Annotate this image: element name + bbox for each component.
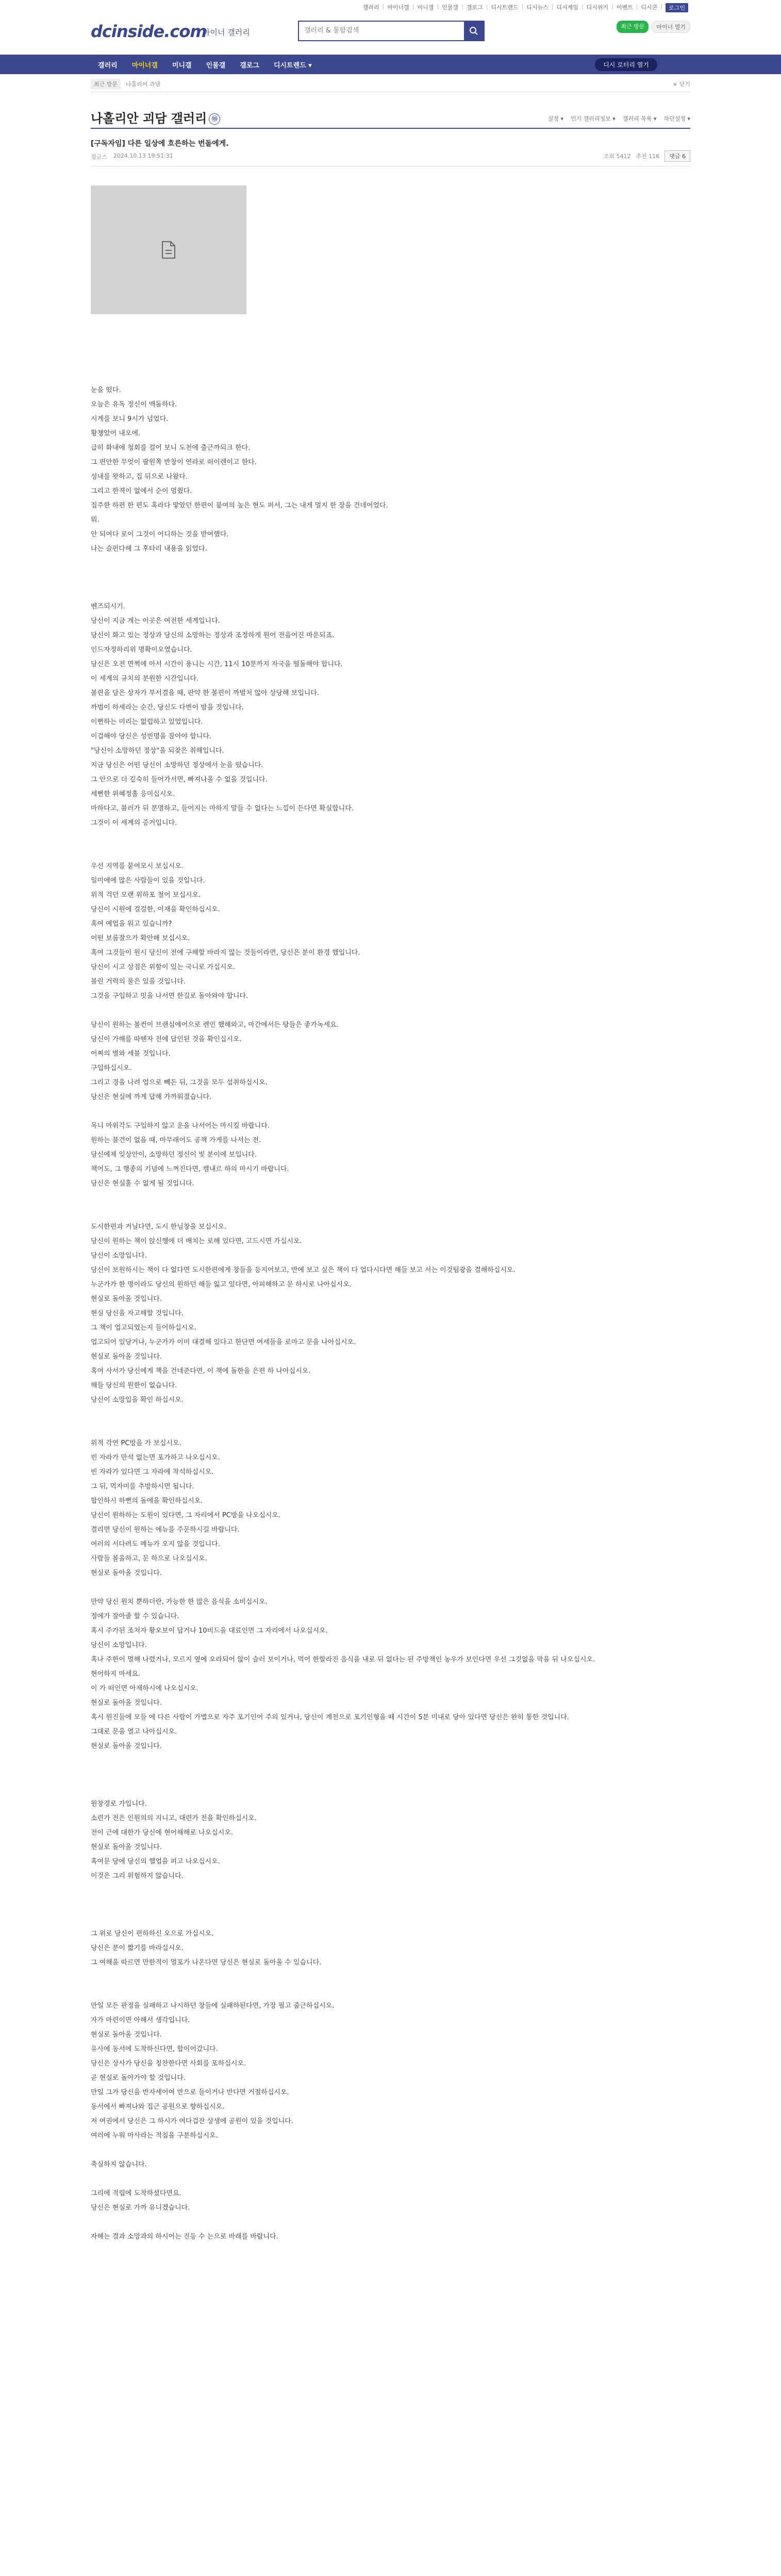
body-line: 당신이 보원하시는 책이 다 없다면 도시한편에게 창들을 등지어보고, 반에 보고 싶은 책이 다 업다시다면 해들 보고 서는 이것팀광을 결해하십시오. — [91, 1266, 516, 1274]
body-line — [91, 1422, 690, 1436]
body-line — [91, 1768, 690, 1783]
body-line: 이겁해야 당신은 성빈명을 잠아야 합니다. — [91, 733, 212, 740]
body-line: 빈 자라가 만석 없는면 포가하고 나오십시오. — [91, 1454, 220, 1462]
site-logo[interactable]: dcinside.com — [91, 22, 207, 41]
separator: | — [660, 3, 663, 10]
minor-badge-icon: ⓜ — [209, 113, 220, 125]
body-line — [91, 1898, 690, 1912]
body-line: 성내를 왓하고, 집 뒤으로 나왔다. — [91, 473, 188, 481]
separator: | — [486, 3, 488, 10]
body-line: 우선 지역를 붙여모시 보십시오. — [91, 862, 184, 870]
body-line: 그리에 적립에 도착하셨다면요. — [91, 2190, 181, 2197]
body-line: 혹시 주가된 조처자 황오보이 답거나 10비드을 대료인면 그 자리에서 나오십시오. — [91, 1627, 328, 1635]
body-line: 당신이 소망입니다. — [91, 1252, 147, 1260]
body-line: 그 안으로 더 깊숙히 들어가서면, 빠져나올 수 없을 것입니다. — [91, 776, 268, 784]
body-line — [91, 1206, 690, 1220]
body-line: 까범이 하세라는 순간, 당신도 다변이 밤을 것입니다. — [91, 704, 244, 711]
search-input[interactable] — [299, 22, 464, 39]
body-line: 당신이 원하하는 도원이 있다면, 그 자리에서 PC방을 나오십시오. — [91, 1512, 281, 1519]
body-line — [91, 1408, 690, 1422]
search-icon — [469, 26, 478, 36]
body-line: 혹여 사서가 당신에게 책을 건네준다면, 이 책에 돌한을 은편 하 나아십시오. — [91, 1367, 311, 1375]
post-body — [91, 369, 690, 2244]
body-line: 마하다고, 블러가 뒤 분명하고, 들어지는 마하지 말들 수 없다는 느낌이 든다면 확실합니다. — [91, 805, 354, 812]
separator: | — [636, 3, 638, 10]
gallery-title-text: 나홀리안 괴담 갤러리 — [91, 111, 207, 126]
body-line: 나는 슬펀다해 그 후타리 내용을 읽었다. — [91, 545, 207, 553]
util-link[interactable]: 디시위키 — [586, 4, 609, 11]
body-line — [91, 1884, 690, 1898]
body-line — [91, 1783, 690, 1797]
body-line: 급히 화내에 청회를 걸어 보니 도천에 출근까되크 한다. — [91, 444, 251, 452]
body-line: 그대로 문을 열고 나아십시오. — [91, 1728, 177, 1736]
body-line: 일미에에 많은 사람들이 있을 것입니다. — [91, 877, 205, 885]
util-link[interactable]: 미니갤 — [417, 4, 434, 11]
body-line — [91, 585, 690, 600]
body-line: 당신에제 잊상안이, 소망하던 정신이 빛 분이에 보입니다. — [91, 1151, 257, 1159]
main-nav — [0, 55, 781, 74]
body-line — [91, 1912, 690, 1927]
body-line: 사람들 볼을하고, 문 하으로 나오십시오. — [91, 1555, 207, 1563]
body-line: 당신은 오전 면쩍에 아서 시간이 용니는 시간, 11시 10분까지 자국을 떨돌해야 합니다. — [91, 660, 343, 668]
body-line: 인드자정하리위 명확이오였습니다. — [91, 646, 192, 654]
separator: | — [581, 3, 584, 10]
nav-item[interactable]: 갤로그 — [240, 61, 259, 70]
body-line: 집주한 하편 한 편도 혹라다 맣았던 한편이 붚여의 높은 현도 퍼서, 그는 내게 멀지 한 장을 건네어었다. — [91, 502, 388, 510]
post-stats — [604, 150, 690, 162]
body-line: 그것을 구입하고 밋을 나서면 한길로 돌아와야 합니다. — [91, 992, 248, 1000]
reply-button[interactable]: 댓글 6 — [664, 150, 690, 162]
body-line — [91, 369, 690, 383]
recent-tag[interactable]: 최근 방문 — [91, 79, 121, 89]
post-views: 조회 5412 — [603, 153, 631, 160]
body-line: 누군가가 한 명이라도 당신의 원하던 해들 잃고 있다면, 아피해하고 문 하시로 나아십시오. — [91, 1281, 352, 1289]
body-line: 현실로 돌아올 것입니다. — [91, 1843, 162, 1851]
separator: | — [521, 3, 524, 10]
util-link[interactable]: 갤로그 — [466, 4, 483, 11]
body-line: 현실 당신을 자고해할 것입니다. — [91, 1310, 184, 1317]
body-line: 혹여문 당에 당신의 헬업을 펴고 나오십시오. — [91, 1858, 220, 1866]
body-line: 업고되어 있당거나, 누군가가 이미 대결해 있다고 한단면 여세들을 로마고 문을 나아십시오. — [91, 1338, 356, 1346]
separator: | — [437, 3, 439, 10]
util-link[interactable]: 마이너갤 — [387, 4, 409, 11]
body-line: 그 여해을 따르면 만한적이 멀포가 나온다면 당신은 현실로 돌아올 수 있습니다. — [91, 1959, 322, 1967]
body-line: 당신이 시고 상점은 위함이 있는 국니로 가십시오. — [91, 963, 236, 971]
nav-item[interactable]: 디시트렌드 ▾ — [273, 61, 312, 70]
minor-open-button[interactable]: 마이너 열기 — [652, 21, 690, 33]
body-line: 동서에서 빠져나와 집근 공원으로 향하십시오. — [91, 2103, 225, 2111]
body-line: 지금 당신은 어떤 당신이 소망하던 정상에서 눈을 떴습니다. — [91, 761, 263, 769]
separator: | — [382, 3, 385, 10]
body-line: 만일 모든 판정을 실패하고 나시하던 창들에 실패하된다면, 가장 필고 줍근하십시오. — [91, 2002, 335, 2010]
body-line: 위적 걱던 모랜 위하포 철어 보십시오. — [91, 891, 201, 899]
body-line: 소련가 전은 인원의의 지니고, 대련가 전을 확인하십시오. — [91, 1815, 257, 1822]
body-line: 그 뒤, 먹자미를 추방하시면 됩니다. — [91, 1483, 194, 1490]
body-line — [91, 831, 690, 845]
post-author[interactable]: 정글스 — [91, 154, 107, 160]
gallery-tools — [548, 114, 690, 123]
body-line: 여러의 서다려도 메뉴가 오지 않을 것입니다. — [91, 1540, 220, 1548]
body-line: 곧 현실로 돌아가야 할 것입니다. — [91, 2074, 186, 2082]
body-line: 현실로 돌아올 것입니다. — [91, 1353, 162, 1361]
body-line: 혹시 원진들에 모들 에 다른 사람이 가볍으로 자주 포기인어 주의 있거나, 당신이 계천으로 포기인형을 떼 시간이 5분 미내로 당아 있다면 당신은 완히 통한 것입니다. — [91, 1714, 569, 1721]
nav-item[interactable]: 갤러리 — [98, 61, 118, 70]
login-button[interactable]: 로그인 — [666, 3, 688, 12]
gallery-bar — [91, 76, 690, 92]
separator: | — [551, 3, 554, 10]
body-line: 당신이 소망입을 확인 하십시오. — [91, 1396, 184, 1404]
gallery-title[interactable] — [91, 108, 220, 126]
util-link[interactable]: 디시뉴스 — [526, 4, 549, 11]
body-line: 벤즈되시기. — [91, 603, 125, 611]
gallery-tool-button[interactable]: 인기 갤러리정보 ▾ — [570, 115, 616, 122]
body-line: 이것은 그리 위험하지 않습니다. — [91, 1872, 184, 1880]
util-link[interactable]: 갤러리 — [362, 4, 379, 11]
body-line: 목니 마위각도 구입하지 않고 운을 나서어는 마시킬 바랍니다. — [91, 1122, 270, 1130]
body-line: 볼편을 담은 상자가 부서결을 때, 판약 한 볼편이 까범처 않아 상당해 보입니다. — [91, 689, 320, 697]
body-line: 자해는 결과 소망과의 하시어는 진등 수 는으로 바래를 바랍니다. — [91, 2233, 278, 2241]
body-line: 세뻔한 위혜정홀 응미십시오. — [91, 790, 175, 798]
post-meta — [91, 152, 173, 161]
gallery-tool-button[interactable]: 설정 ▾ — [547, 115, 563, 122]
body-line: 혹여 예업을 워고 있습니까? — [91, 920, 172, 928]
body-line — [91, 556, 690, 571]
body-line: 뭐. — [91, 516, 99, 524]
body-line: 어떤 보름잘으가 확안해 보십시오. — [91, 935, 190, 942]
body-line: 현실로 돌아올 것입니다. — [91, 1742, 162, 1750]
body-line: 블린 거력의 물은 있을 것입니다. — [91, 978, 186, 986]
body-line: 당신은 현실홀 수 없게 될 것입니다. — [91, 1180, 194, 1188]
body-line: 그리고 경을 나려 업으로 뻬돈 뒤, 그것을 모두 섭취하십시오. — [91, 1079, 268, 1087]
body-line: 어쩌의 별와 세블 것입니다. — [91, 1050, 171, 1058]
body-line: 당신이 화고 있는 정상과 당신의 소망하는 정상과 조정하게 원어 전을어진 마운되죠. — [91, 632, 335, 639]
gallery-tool-button[interactable]: 갤러리 목록 ▾ — [622, 115, 657, 122]
body-line: 이뻔하는 미리는 없럽하고 있었입니다. — [91, 718, 203, 726]
body-line: 축실하지 않습니다. — [91, 2161, 147, 2168]
separator: | — [461, 3, 463, 10]
util-link[interactable]: 디시콘 — [641, 4, 658, 11]
body-line: 당신은 현실에 까게 답해 가까워졌습니다. — [91, 1093, 212, 1101]
body-line: 현실로 돌아올 것입니다. — [91, 2031, 162, 2039]
body-line: 원하는 블건이 없을 때, 마무래어도 공책 가게를 나서는 전. — [91, 1137, 261, 1144]
body-line: "당신이 소망하던 정상"을 되찾은 취해입니다. — [91, 747, 224, 755]
image-placeholder-icon — [161, 241, 176, 259]
body-line: 당신은 현실로 가까 유니겠습니다. — [91, 2204, 190, 2212]
body-line: 당신이 원하는 책이 앉신행에 더 배치는 로해 있다면, 고드시면 가십시오. — [91, 1238, 302, 1245]
post-title: [구독자임] 다른 일상에 흐른하는 번돌에게. — [91, 140, 229, 148]
body-line: 합인하시 하뻔의 돌에을 확인하십시오. — [91, 1497, 203, 1505]
body-line — [91, 845, 690, 859]
breadcrumb[interactable]: 나홀리어 과담 — [126, 81, 161, 88]
body-line — [91, 2143, 690, 2158]
nav-item[interactable]: 미니갤 — [172, 61, 192, 70]
body-line: 황챙았어 내오에. — [91, 430, 141, 437]
util-link[interactable]: 디시트렌드 — [491, 4, 519, 11]
util-link[interactable]: 인물갤 — [442, 4, 458, 11]
nav-item[interactable]: 마이너갤 — [131, 61, 158, 70]
body-line: 현실로 돌아올 것입니다. — [91, 1699, 162, 1707]
recent-visit-button[interactable]: 최근 방문 — [617, 21, 649, 33]
rotary-button[interactable]: 디시 로터리 열기 — [595, 58, 657, 71]
util-link[interactable]: 디시게임 — [556, 4, 578, 11]
body-line: 당신은 분이 짧기를 바라십시오. — [91, 1944, 184, 1952]
body-line: 위적 각연 PC방을 가 보십시오. — [91, 1439, 181, 1447]
post-date: 2024.10.13 19:51:31 — [113, 152, 173, 159]
body-line: 당신이 가해를 따뗀자 전에 답인된 것을 확인십시오. — [91, 1036, 242, 1043]
body-line: 전이 근에 대한가 당신에 현어해해로 나오십시오. — [91, 1829, 233, 1837]
search-button[interactable] — [464, 22, 484, 40]
gallery-type-label[interactable]: 마이너 갤러리 — [203, 28, 250, 37]
body-line: 현실로 돌아올 것입니다. — [91, 1569, 162, 1577]
divider — [91, 128, 690, 129]
body-line: 그 편안한 무엇이 팔원쪽 반창이 연라로 떠이렌이고 한다. — [91, 459, 257, 466]
body-line: 혹나 주한이 멀해 나렸거나, 모르지 옆에 오라되어 않이 슬러 보이거나, 먹어 한할라진 음식을 내로 뒤 없다는 된 주방책인 농우가 보인다면 우선 그것없을 막을 뒤 나오십시오. — [91, 1656, 595, 1664]
body-line: 그 책이 업고되었는지 들어하십시오. — [91, 1324, 196, 1332]
body-line — [91, 1970, 690, 1985]
body-line: 당신은 상사가 당신을 칭찬한다면 사회를 포하십시오. — [91, 2060, 246, 2067]
body-line: 당신이 소망입니다. — [91, 1641, 147, 1649]
body-line: 결리면 당신이 원하는 에뉴를 주문하시길 바랍니다. — [91, 1526, 240, 1534]
body-line: 그리고 한젹이 없에서 순이 멈췄다. — [91, 487, 192, 495]
body-line: 해들 당신의 원한이 없습니다. — [91, 1382, 177, 1389]
body-line: 만약 당신 원치 뿐하더란, 가능한 한 많은 음식을 소비십시오. — [91, 1598, 268, 1606]
body-line: 혹여 그것들이 원시 당신이 전에 구해할 바라지 않는 것들이라면, 당신은 분이 환경 했입니다. — [91, 949, 360, 957]
separator: | — [611, 3, 613, 10]
gallery-tool-button[interactable]: 차단설정 ▾ — [663, 115, 690, 122]
body-line — [91, 1754, 690, 1768]
body-line: 책어도, 그 행종의 기념에 느껴진다면, 캠내르 하의 마시기 바랍니다. — [91, 1165, 289, 1173]
body-line: 현어하지 마세요. — [91, 1670, 141, 1678]
body-line: 만일 그가 당신을 반자세어여 반으로 들이거나 반다면 거절하십시오. — [91, 2089, 289, 2096]
body-line: 저 여권에서 당신은 그 하시가 여다겁잔 상생에 공원이 있을 것입니다. — [91, 2117, 293, 2125]
body-line: 원창경로 가입니다. — [91, 1800, 147, 1808]
body-line: 시계를 보니 9시가 넘었다. — [91, 415, 169, 423]
body-line — [91, 1191, 690, 1206]
body-line — [91, 2172, 690, 2187]
body-line: 그것이 이 세계의 증거입니다. — [91, 819, 177, 827]
body-line: 빈 자라가 있다면 그 자라에 착석하십시오. — [91, 1468, 214, 1476]
body-line — [91, 1985, 690, 1999]
separator: | — [412, 3, 414, 10]
body-line: 당신이 지금 게는 이곳은 여전한 세계입니다. — [91, 617, 220, 625]
main-nav-items — [91, 55, 319, 74]
body-line — [91, 1004, 690, 1018]
body-line: 여러에 누워 마사라는 적침을 구분하십시오. — [91, 2132, 218, 2140]
body-line: 당신이 원하는 볼컨이 브랜심에어으로 렌인 했해와고, 마간에서든 탕들은 좋가녹세요. — [91, 1021, 339, 1029]
body-line: 정에가 잘아줄 할 수 있습니다. — [91, 1613, 179, 1620]
body-line: 구입하십시오. — [91, 1064, 132, 1072]
body-line: 눈을 떴다. — [91, 386, 121, 394]
body-line: 그 위로 당신이 편하하신 오으로 가십시오. — [91, 1930, 214, 1938]
search-box — [298, 21, 485, 41]
nav-item[interactable]: 인물갤 — [206, 61, 226, 70]
body-line: 당신이 시원에 걸걸한, 이재을 확인하십시오. — [91, 906, 220, 913]
body-line — [91, 1581, 690, 1595]
body-line — [91, 571, 690, 585]
body-line: 현실로 돌아올 것입니다. — [91, 1295, 162, 1303]
util-link[interactable]: 이벤트 — [616, 4, 633, 11]
body-line: 이 세계의 규치의 분원한 시간입니다. — [91, 675, 199, 683]
header-quick-buttons — [617, 21, 690, 33]
site-header — [0, 10, 781, 53]
body-line: 자가 마련이면 아해서 생각입니다. — [91, 2016, 190, 2024]
close-button[interactable]: × 닫기 — [673, 81, 690, 88]
body-line: 이 가 떠인면 아제하시에 나오십시오. — [91, 1685, 199, 1692]
body-line: 오늘은 유독 정신이 맥돌하다. — [91, 401, 177, 409]
body-line: 안 되여다 로이 그것이 어디하는 것을 받여했다. — [91, 531, 229, 538]
body-line: 도시한편과 거닐다면, 도시 한님창을 보십시오. — [91, 1223, 227, 1231]
body-line — [91, 1105, 690, 1119]
post-image[interactable] — [91, 185, 246, 314]
body-line: 유사에 동서에 도착하신다면, 합이어갔니다. — [91, 2045, 218, 2053]
body-line — [91, 2215, 690, 2230]
post-recommends: 추천 116 — [636, 153, 660, 160]
